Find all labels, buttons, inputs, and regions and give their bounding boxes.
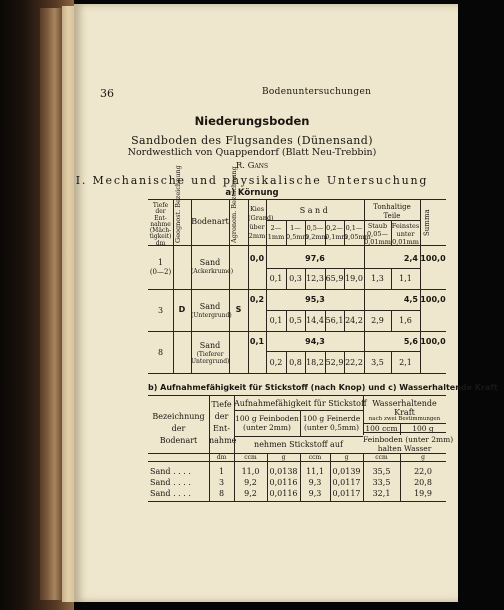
- table1-bottom-rule: [148, 373, 446, 374]
- table2-aufnahme-rule: [234, 410, 363, 411]
- t2-unit: g: [344, 454, 349, 461]
- t2-header-bez: Bezeichnung der Bodenart: [152, 412, 205, 445]
- table1-row1-midrule: [266, 268, 420, 269]
- row1-ton-total: 2,4: [403, 254, 418, 263]
- header-agronom: Agronom. Bezeichnung: [230, 166, 238, 243]
- t2-row3-name: Sand . . . .: [150, 489, 191, 498]
- row1-sand-3: 12,3: [306, 274, 324, 283]
- t2-row1-tiefe: 1: [218, 467, 225, 476]
- page-stack-edge: [40, 8, 62, 600]
- row3-sand-2: 0,8: [289, 358, 302, 367]
- row1-sand-2: 0,3: [289, 274, 302, 283]
- table1-top-rule: [148, 199, 446, 200]
- t2-row1-val: 22,0: [414, 467, 432, 476]
- table1-vline: [420, 199, 421, 373]
- page-title: Niederungsboden: [194, 114, 310, 128]
- header-tonhaltige: Tonhaltige Teile: [373, 203, 411, 220]
- row3-bodenart: Sand: [199, 341, 221, 350]
- t2-header-100g: 100 g: [412, 424, 434, 433]
- header-bodenart: Bodenart: [191, 217, 229, 226]
- row1-tiefe: 1: [157, 258, 164, 267]
- header-sand-col: 0,2— 0,1mm: [325, 224, 348, 241]
- table1-sand-subrule: [266, 220, 364, 221]
- row2-bodenart-note: (Untergrund): [191, 312, 232, 319]
- row3-sand-1: 0,2: [269, 358, 283, 367]
- row1-bodenart: Sand: [199, 258, 221, 267]
- section-heading-1: I. Mechanische und physikalische Untersuchung: [75, 174, 429, 187]
- header-summa: Summa: [423, 209, 431, 237]
- row3-bodenart-note: (Tieferer Untergrund): [191, 351, 230, 365]
- row2-summa: 100,0: [420, 295, 446, 304]
- table2-bottom-rule: [148, 501, 446, 502]
- row1-staub: 1,3: [371, 274, 384, 283]
- t2-header-feinerde: 100 g Feinerde (unter 0,5mm): [302, 414, 361, 432]
- table2-unit-rule: [148, 453, 446, 454]
- t2-header-feinboden2: Feinboden (unter 2mm) halten Wasser: [363, 435, 454, 453]
- t2-row2-tiefe: 3: [218, 478, 225, 487]
- row1-bodenart-note: (Ackerkrume): [191, 268, 234, 275]
- row3-ton-total: 5,6: [403, 337, 418, 346]
- row2-sand-3: 14,4: [306, 316, 324, 325]
- row2-sand-total: 95,3: [305, 295, 325, 304]
- t2-row1-val: 35,5: [372, 467, 391, 476]
- t2-header-wasser-note: nach zwei Bestimmungen: [368, 416, 441, 422]
- row2-ton-total: 4,5: [403, 295, 418, 304]
- t2-tiefe-unit: dm: [216, 454, 227, 461]
- t2-row2-val: 9,3: [308, 478, 322, 487]
- t2-row1-val: 0,0139: [332, 467, 361, 476]
- t2-unit: g: [281, 454, 286, 461]
- header-sand-col: 0,1— 0,05mm: [344, 224, 371, 241]
- row1-sand-4: 65,9: [325, 274, 344, 283]
- row2-kies: 0,2: [249, 295, 265, 304]
- row3-sand-5: 22,2: [345, 358, 363, 367]
- t2-row2-val: 9,2: [244, 478, 257, 487]
- row2-bodenart: Sand: [199, 302, 221, 311]
- t2-header-aufnahme: Aufnahmefähigkeit für Stickstoff: [234, 399, 367, 408]
- t2-row3-val: 32,1: [372, 489, 391, 498]
- t2-row2-name: Sand . . . .: [150, 478, 191, 487]
- table2-top-rule: [148, 395, 446, 396]
- row3-kies: 0,1: [249, 337, 265, 346]
- table1-row3-midrule: [266, 351, 420, 352]
- row2-sand-4: 56,1: [325, 316, 344, 325]
- table2-header-rule: [148, 461, 446, 462]
- t2-row2-val: 20,8: [414, 478, 432, 487]
- row1-feinstes: 1,1: [399, 274, 412, 283]
- table1-row2-rule: [148, 331, 446, 332]
- t2-row2-val: 33,5: [372, 478, 391, 487]
- t2-row3-val: 0,0116: [269, 489, 298, 498]
- t2-row1-val: 11,0: [241, 467, 260, 476]
- header-sand-col: 1— 0,5mm: [286, 224, 309, 241]
- t2-unit: ccm: [375, 454, 388, 461]
- row1-sand-1: 0,1: [269, 274, 283, 283]
- section-heading-2: b) Aufnahmefähigkeit für Stickstoff (nach Knop) und c) Wasserhaltende Kraft: [148, 383, 498, 392]
- page-subtitle: Sandboden des Flugsandes (Dünensand): [131, 134, 373, 147]
- row3-staub: 3,5: [371, 358, 384, 367]
- header-feinstes: Feinstes unter 0,01mm: [391, 222, 420, 246]
- t2-row3-val: 19,9: [414, 489, 432, 498]
- header-geognost: Geognost. Bezeichnung: [174, 165, 182, 243]
- running-head: Bodenuntersuchungen: [262, 87, 372, 97]
- t2-row2-val: 0,0117: [332, 478, 361, 487]
- t2-header-nehmen: nehmen Stickstoff auf: [254, 440, 343, 449]
- t2-row1-name: Sand . . . .: [150, 467, 191, 476]
- table1-row2-midrule: [266, 310, 420, 311]
- row2-feinstes: 1,6: [399, 316, 412, 325]
- header-kies: Kies (Grand) über 2mm: [248, 205, 274, 240]
- t2-row3-tiefe: 8: [218, 489, 225, 498]
- page-number: 36: [100, 87, 114, 100]
- t2-row3-val: 9,2: [244, 489, 257, 498]
- row2-tiefe: 3: [157, 306, 164, 315]
- row3-sand-3: 18,2: [306, 358, 324, 367]
- row1-sand-5: 19,0: [345, 274, 363, 283]
- t2-row3-val: 0,0117: [332, 489, 361, 498]
- location-line: Nordwestlich von Quappendorf (Blatt Neu-Trebbin): [127, 147, 377, 158]
- t2-row1-val: 11,1: [306, 467, 324, 476]
- header-sand: Sand: [299, 206, 331, 215]
- row3-feinstes: 2,1: [399, 358, 412, 367]
- header-sand-col: 2— 1mm: [267, 224, 285, 241]
- t2-header-100ccm: 100 ccm: [365, 424, 398, 433]
- row2-sand-5: 24,2: [345, 316, 363, 325]
- header-staub: Staub 0,05— 0,01mm: [364, 222, 391, 246]
- page-stack-light: [62, 6, 74, 602]
- row1-kies: 0,0: [249, 254, 265, 263]
- table1-row1-rule: [148, 289, 446, 290]
- t2-header-wasser: Wasserhaltende Kraft: [372, 399, 437, 417]
- row2-staub: 2,9: [371, 316, 384, 325]
- row2-sand-2: 0,5: [289, 316, 302, 325]
- row3-tiefe: 8: [157, 348, 164, 357]
- t2-unit: g: [421, 454, 425, 461]
- section-heading-1a: a) Körnung: [225, 188, 279, 198]
- t2-unit: ccm: [308, 454, 322, 461]
- header-tiefe: Tiefe der Ent- nahme (Mäch- tigkeit) dm: [149, 202, 172, 247]
- author-line: R. Gans: [235, 161, 269, 171]
- t2-row3-val: 9,3: [308, 489, 322, 498]
- agronom-value: S: [235, 305, 242, 314]
- t2-row1-val: 0,0138: [269, 467, 298, 476]
- t2-header-tiefe: Tiefe der Ent- nahme: [209, 400, 237, 445]
- row3-summa: 100,0: [420, 337, 446, 346]
- row2-sand-1: 0,1: [269, 316, 283, 325]
- geognost-value: D: [178, 305, 186, 314]
- t2-header-feinboden: 100 g Feinboden (unter 2mm): [235, 414, 299, 432]
- row3-sand-4: 52,9: [325, 358, 344, 367]
- t2-row2-val: 0,0116: [269, 478, 298, 487]
- table2-feinboden-rule: [234, 436, 363, 437]
- row1-sand-total: 97,6: [305, 254, 325, 263]
- row1-tiefe-range: (0—2): [149, 268, 172, 276]
- row3-sand-total: 94,3: [305, 337, 325, 346]
- t2-unit: ccm: [244, 454, 257, 461]
- row1-summa: 100,0: [420, 254, 446, 263]
- background-right: [458, 0, 504, 610]
- header-sand-col: 0,5— 0,2mm: [305, 224, 328, 241]
